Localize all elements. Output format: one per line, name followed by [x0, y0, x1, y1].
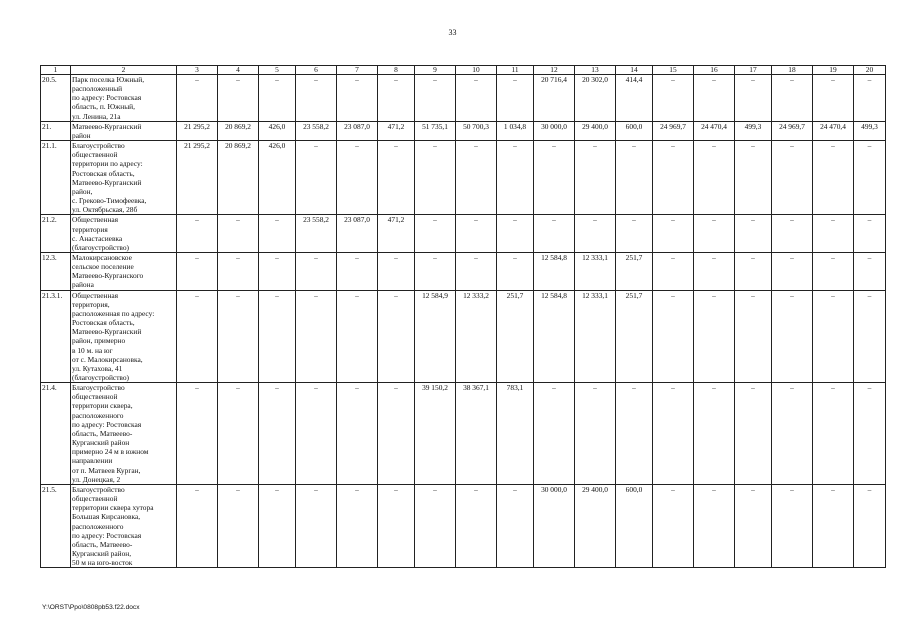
value-cell: 499,3 — [735, 121, 772, 140]
value-cell: – — [378, 252, 415, 290]
value-cell: – — [296, 383, 337, 485]
value-cell: 29 400,0 — [575, 484, 616, 567]
value-cell: 471,2 — [378, 215, 415, 253]
row-name: Общественная территория, расположенная по адресу: Ростовская область, Матвеево-Курганский район, примерно в 10 м. на юг от с. Малокирсановка, ул. Кутахова, 41 (благоустройство) — [71, 290, 177, 383]
table-row — [41, 252, 886, 290]
row-name: Благоустройство общественной территории сквера, расположенного по адресу: Ростовская область, Матвеево- Курганский район примерно 24 м в южном направлении от п. Матвеев Курган, ул. Донецкая, 2 — [71, 383, 177, 485]
value-cell: 600,0 — [616, 484, 653, 567]
value-cell: – — [653, 290, 694, 383]
value-cell: – — [694, 215, 735, 253]
column-header: 17 — [735, 66, 772, 75]
column-header: 6 — [296, 66, 337, 75]
value-cell: – — [456, 75, 497, 122]
value-cell: – — [735, 252, 772, 290]
row-name: Матвеево-Курганский район — [71, 121, 177, 140]
value-cell: – — [575, 215, 616, 253]
column-header: 15 — [653, 66, 694, 75]
value-cell: – — [653, 75, 694, 122]
row-number: 21.3.1. — [41, 290, 71, 383]
value-cell: – — [813, 290, 854, 383]
value-cell: – — [177, 252, 218, 290]
value-cell: – — [296, 75, 337, 122]
value-cell: – — [694, 484, 735, 567]
value-cell: – — [854, 215, 886, 253]
value-cell: 499,3 — [854, 121, 886, 140]
value-cell: – — [735, 215, 772, 253]
column-header: 1 — [41, 66, 71, 75]
value-cell: – — [735, 484, 772, 567]
value-cell: – — [415, 75, 456, 122]
row-number: 12.3. — [41, 252, 71, 290]
column-header: 7 — [337, 66, 378, 75]
value-cell: – — [616, 215, 653, 253]
value-cell: – — [534, 141, 575, 215]
value-cell: – — [772, 290, 813, 383]
value-cell: – — [259, 290, 296, 383]
value-cell: – — [813, 75, 854, 122]
value-cell: – — [497, 215, 534, 253]
value-cell: – — [854, 141, 886, 215]
value-cell: – — [694, 290, 735, 383]
value-cell: – — [378, 484, 415, 567]
value-cell: 23 558,2 — [296, 215, 337, 253]
value-cell: – — [177, 290, 218, 383]
value-cell: – — [854, 383, 886, 485]
row-number: 21.5. — [41, 484, 71, 567]
value-cell: – — [735, 383, 772, 485]
value-cell: – — [218, 290, 259, 383]
value-cell: – — [813, 215, 854, 253]
value-cell: 29 400,0 — [575, 121, 616, 140]
value-cell: – — [456, 484, 497, 567]
value-cell: – — [177, 75, 218, 122]
value-cell: – — [772, 383, 813, 485]
value-cell: – — [497, 75, 534, 122]
value-cell: 23 558,2 — [296, 121, 337, 140]
value-cell: – — [772, 141, 813, 215]
value-cell: – — [653, 252, 694, 290]
value-cell: 12 584,8 — [534, 290, 575, 383]
value-cell: – — [694, 141, 735, 215]
column-header: 2 — [71, 66, 177, 75]
value-cell: – — [653, 141, 694, 215]
value-cell: – — [415, 215, 456, 253]
value-cell: – — [772, 252, 813, 290]
value-cell: 24 969,7 — [772, 121, 813, 140]
value-cell: 600,0 — [616, 121, 653, 140]
value-cell: – — [259, 75, 296, 122]
value-cell: – — [259, 252, 296, 290]
value-cell: – — [337, 484, 378, 567]
row-name: Общественная территория с. Анастасиевка (благоустройство) — [71, 215, 177, 253]
value-cell: – — [616, 141, 653, 215]
row-number: 21. — [41, 121, 71, 140]
table-row — [41, 215, 886, 253]
value-cell: 12 333,1 — [575, 290, 616, 383]
value-cell: 471,2 — [378, 121, 415, 140]
column-header: 13 — [575, 66, 616, 75]
row-number: 21.2. — [41, 215, 71, 253]
value-cell: – — [653, 383, 694, 485]
value-cell: 51 735,1 — [415, 121, 456, 140]
row-number: 21.4. — [41, 383, 71, 485]
column-header: 11 — [497, 66, 534, 75]
value-cell: – — [378, 75, 415, 122]
row-name: Благоустройство общественной территории по адресу: Ростовская область, Матвеево-Курганский район, с. Греково-Тимофеевка, ул. Октябрьская, 28б — [71, 141, 177, 215]
column-header: 5 — [259, 66, 296, 75]
value-cell: – — [337, 141, 378, 215]
value-cell: – — [772, 75, 813, 122]
value-cell: – — [813, 383, 854, 485]
value-cell: – — [772, 484, 813, 567]
table-row — [41, 121, 886, 140]
table-row — [41, 141, 886, 215]
value-cell: – — [456, 215, 497, 253]
value-cell: – — [177, 383, 218, 485]
column-header: 4 — [218, 66, 259, 75]
value-cell: 251,7 — [616, 252, 653, 290]
value-cell: 24 470,4 — [694, 121, 735, 140]
value-cell: 20 302,0 — [575, 75, 616, 122]
value-cell: – — [616, 383, 653, 485]
value-cell: 23 087,0 — [337, 121, 378, 140]
value-cell: – — [694, 75, 735, 122]
value-cell: – — [456, 252, 497, 290]
value-cell: – — [813, 141, 854, 215]
column-header: 3 — [177, 66, 218, 75]
value-cell: 414,4 — [616, 75, 653, 122]
value-cell: 251,7 — [497, 290, 534, 383]
value-cell: – — [296, 484, 337, 567]
value-cell: 20 869,2 — [218, 121, 259, 140]
value-cell: 24 470,4 — [813, 121, 854, 140]
table-row — [41, 383, 886, 485]
page-number: 33 — [448, 28, 457, 37]
column-header: 19 — [813, 66, 854, 75]
row-number: 21.1. — [41, 141, 71, 215]
value-cell: – — [296, 290, 337, 383]
value-cell: – — [456, 141, 497, 215]
value-cell: – — [534, 215, 575, 253]
column-number-row — [41, 66, 886, 75]
row-name: Парк поселка Южный, расположенный по адресу: Ростовская область, п. Южный, ул. Ленина, 21а — [71, 75, 177, 122]
value-cell: 1 034,8 — [497, 121, 534, 140]
table-row — [41, 75, 886, 122]
column-header: 8 — [378, 66, 415, 75]
value-cell: – — [497, 252, 534, 290]
value-cell: 30 000,0 — [534, 484, 575, 567]
value-cell: – — [735, 75, 772, 122]
value-cell: – — [378, 290, 415, 383]
value-cell: 12 584,8 — [534, 252, 575, 290]
file-path-footer: Y:\ORST\Ppo\0808pb53.f22.docx — [42, 604, 140, 611]
value-cell: – — [378, 141, 415, 215]
value-cell: 12 333,1 — [575, 252, 616, 290]
value-cell: – — [415, 252, 456, 290]
value-cell: – — [735, 141, 772, 215]
value-cell: – — [854, 290, 886, 383]
column-header: 12 — [534, 66, 575, 75]
value-cell: – — [337, 290, 378, 383]
value-cell: – — [296, 141, 337, 215]
value-cell: – — [813, 484, 854, 567]
value-cell: 20 716,4 — [534, 75, 575, 122]
value-cell: – — [218, 383, 259, 485]
value-cell: – — [653, 215, 694, 253]
value-cell: – — [259, 383, 296, 485]
value-cell: – — [337, 252, 378, 290]
value-cell: – — [497, 484, 534, 567]
value-cell: – — [415, 141, 456, 215]
value-cell: 21 295,2 — [177, 141, 218, 215]
value-cell: 39 150,2 — [415, 383, 456, 485]
value-cell: – — [259, 484, 296, 567]
column-header: 16 — [694, 66, 735, 75]
column-header: 14 — [616, 66, 653, 75]
value-cell: – — [854, 252, 886, 290]
value-cell: – — [296, 252, 337, 290]
value-cell: – — [337, 383, 378, 485]
value-cell: – — [259, 215, 296, 253]
value-cell: – — [337, 75, 378, 122]
value-cell: 23 087,0 — [337, 215, 378, 253]
column-header: 18 — [772, 66, 813, 75]
value-cell: – — [218, 75, 259, 122]
value-cell: 21 295,2 — [177, 121, 218, 140]
value-cell: – — [772, 215, 813, 253]
value-cell: – — [813, 252, 854, 290]
budget-table — [40, 65, 886, 568]
value-cell: – — [218, 252, 259, 290]
value-cell: 50 700,3 — [456, 121, 497, 140]
value-cell: – — [854, 75, 886, 122]
value-cell: – — [575, 383, 616, 485]
value-cell: – — [575, 141, 616, 215]
row-name: Малокирсановское сельское поселение Матвеево-Курганского района — [71, 252, 177, 290]
row-number: 20.5. — [41, 75, 71, 122]
value-cell: – — [694, 383, 735, 485]
value-cell: 251,7 — [616, 290, 653, 383]
value-cell: 30 000,0 — [534, 121, 575, 140]
value-cell: – — [854, 484, 886, 567]
value-cell: 426,0 — [259, 121, 296, 140]
value-cell: – — [177, 484, 218, 567]
column-header: 10 — [456, 66, 497, 75]
value-cell: – — [653, 484, 694, 567]
value-cell: 12 584,9 — [415, 290, 456, 383]
value-cell: – — [177, 215, 218, 253]
value-cell: – — [534, 383, 575, 485]
value-cell: 24 969,7 — [653, 121, 694, 140]
table-row — [41, 290, 886, 383]
value-cell: – — [735, 290, 772, 383]
value-cell: – — [378, 383, 415, 485]
value-cell: – — [218, 215, 259, 253]
value-cell: – — [497, 141, 534, 215]
value-cell: 426,0 — [259, 141, 296, 215]
value-cell: – — [415, 484, 456, 567]
value-cell: 38 367,1 — [456, 383, 497, 485]
value-cell: – — [694, 252, 735, 290]
column-header: 20 — [854, 66, 886, 75]
value-cell: 12 333,2 — [456, 290, 497, 383]
value-cell: – — [218, 484, 259, 567]
value-cell: 783,1 — [497, 383, 534, 485]
column-header: 9 — [415, 66, 456, 75]
value-cell: 20 869,2 — [218, 141, 259, 215]
table-row — [41, 484, 886, 567]
row-name: Благоустройство общественной территории сквера хутора Большая Кирсановка, расположенного по адресу: Ростовская область, Матвеево- Курганский район, 50 м на юго-восток — [71, 484, 177, 567]
